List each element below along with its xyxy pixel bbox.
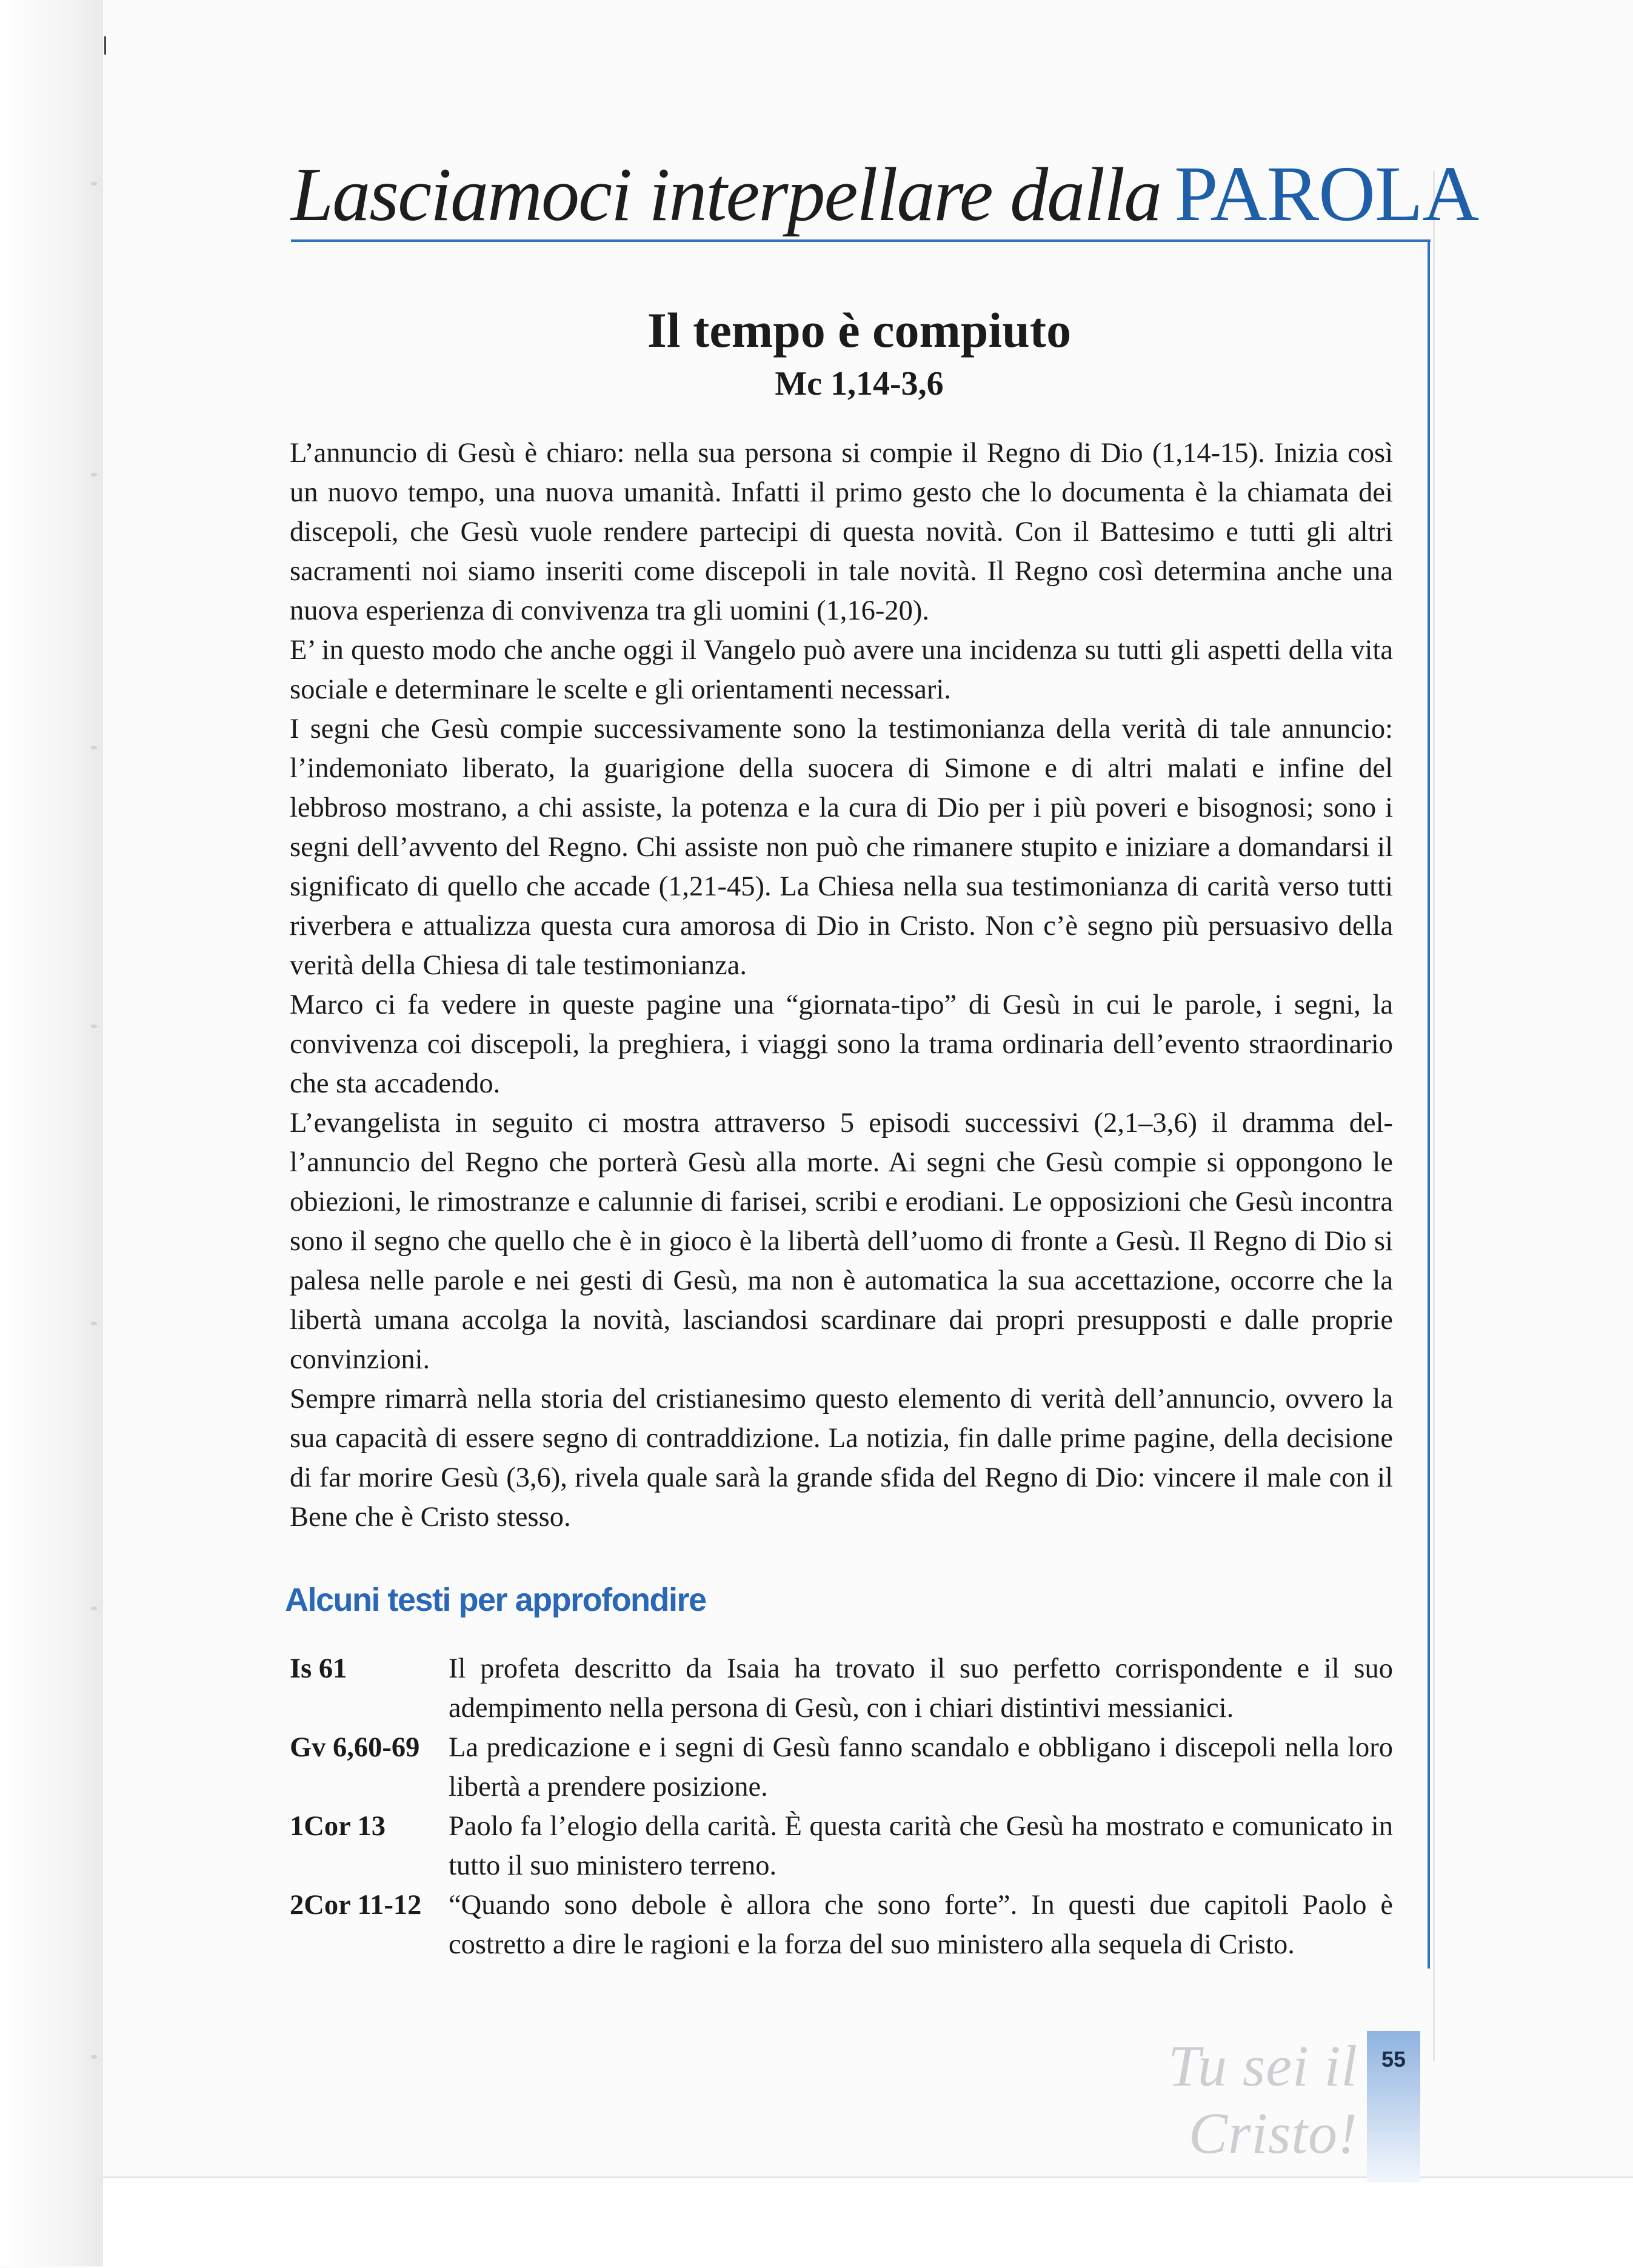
paragraph: Marco ci fa vedere in queste pagine una “giornata-tipo” di Gesù in cui le parole, i segni, la convivenza coi discepoli, la preghiera, i viaggi sono la trama ordinaria dell’evento straordinario che sta accadendo. [290, 989, 1393, 1099]
bleed-through-frame [1412, 170, 1435, 2061]
binder-hole [91, 1025, 97, 1028]
list-item [290, 1728, 1393, 1807]
scripture-reference: 1Cor 13 [290, 1811, 386, 1842]
list-item [290, 1807, 1393, 1885]
section-subtitle: Mc 1,14-3,6 [775, 365, 944, 403]
further-reading-list [290, 1649, 1393, 1964]
body-text [290, 433, 1393, 1537]
paragraph: L’evangelista in seguito ci mostra attraverso 5 episodi successivi (2,1–3,6) il dramma dell’annuncio del Regno che porterà Gesù alla morte. Ai segni che Gesù compie si oppongono le obiezioni, le rimostranze e calunnie di farisei, scribi e erodiani. Le opposizioni che Gesù incontra sono il segno che quello che è in gioco è la libertà dell’uomo di fronte a Gesù. Il Regno di Dio si palesa nelle parole e nei gesti di Gesù, ma non è automatica la sua accettazione, occorre che la libertà umana accolga la novità, lasciandosi scardinare dai propri presupposti e dalle proprie convinzioni. [290, 1108, 1393, 1375]
scripture-reference: 2Cor 11-12 [290, 1890, 422, 1921]
binder-hole [91, 2055, 97, 2059]
footer-tagline: Tu sei il Cristo! [1167, 2033, 1358, 2166]
paragraph: Sempre rimarrà nella storia del cristianesimo questo elemento di verità dell’annuncio, ovvero la sua capacità di essere segno di contraddizione. La notizia, fin dalle prime pagine, della decisione di far morire Gesù (3,6), rivela quale sarà la grande sfida del Regno di Dio: vincere il male con il Bene che è Cristo stesso. [290, 1383, 1393, 1533]
reference-description: Il profeta descritto da Isaia ha trovato il suo perfetto corrispondente e il suo adempimento nella persona di Gesù, con i chiari distintivi messianici. [449, 1653, 1393, 1724]
header-title-italic: Lasciamoci interpellare dalla [291, 153, 1161, 237]
page-header [291, 152, 1478, 236]
frame-right-rule [1428, 241, 1430, 1969]
page-number-badge [1367, 2031, 1420, 2183]
scripture-reference: Gv 6,60-69 [290, 1732, 420, 1763]
paragraph: I segni che Gesù compie successivamente sono la testimonianza della verità di tale annuncio: l’indemoniato liberato, la guarigione della suocera di Simone e di altri malati e infine del lebbroso mostrano, a chi assiste, la potenza e la cura di Dio per i più poveri e bisognosi; sono i segni dell’avvento del Regno. Chi assiste non può che rimanere stupito e iniziare a domandarsi il significato di quello che accade (1,21-45). La Chiesa nella sua testimonianza di carità verso tutti riverbera e attualizza questa cura amorosa di Dio in Cristo. Non c’è segno più persuasivo della verità della Chiesa di tale testimonianza. [290, 714, 1393, 981]
reference-description: Paolo fa l’elogio della carità. È questa carità che Gesù ha mostrato e comunicato in tutto il suo ministero terreno. [449, 1811, 1393, 1881]
page-number: 55 [1381, 2047, 1406, 2072]
header-title-accent: PAROLA [1174, 150, 1479, 238]
binder-hole [91, 473, 97, 477]
binder-hole [91, 1322, 97, 1325]
paragraph: L’annuncio di Gesù è chiaro: nella sua persona si compie il Regno di Dio (1,14-15). Inizia così un nuovo tempo, una nuova umanità. Infatti il primo gesto che lo documenta è la chiamata dei discepoli, che Gesù vuole rendere partecipi di questa novità. Con il Battesimo e tutti gli altri sacramenti noi siamo inseriti come discepoli in tale novità. Il Regno così determina anche una nuova esperienza di convivenza tra gli uomini (1,16-20). [290, 438, 1393, 626]
header-rule [291, 239, 1431, 242]
scan-margin [0, 0, 103, 2266]
reference-description: “Quando sono debole è allora che sono forte”. In questi due capitoli Paolo è costretto a dire le ragioni e la forza del suo ministero alla sequela di Cristo. [449, 1890, 1393, 1960]
binder-hole [91, 1607, 97, 1610]
reference-description: La predicazione e i segni di Gesù fanno scandalo e obbligano i discepoli nella loro libertà a prendere posizione. [449, 1732, 1393, 1802]
scan-bottom-edge [103, 2176, 1633, 2268]
list-item [290, 1649, 1393, 1728]
section-title: Il tempo è compiuto [647, 303, 1072, 358]
binder-hole [91, 746, 97, 749]
binder-hole [91, 182, 97, 186]
further-reading-heading: Alcuni testi per approfondire [285, 1582, 706, 1618]
paragraph: E’ in questo modo che anche oggi il Vangelo può avere una incidenza su tutti gli aspetti della vita sociale e determinare le scelte e gli orientamenti necessari. [290, 635, 1393, 705]
list-item [290, 1885, 1393, 1964]
binder-mark [104, 36, 106, 55]
scripture-reference: Is 61 [290, 1653, 347, 1684]
